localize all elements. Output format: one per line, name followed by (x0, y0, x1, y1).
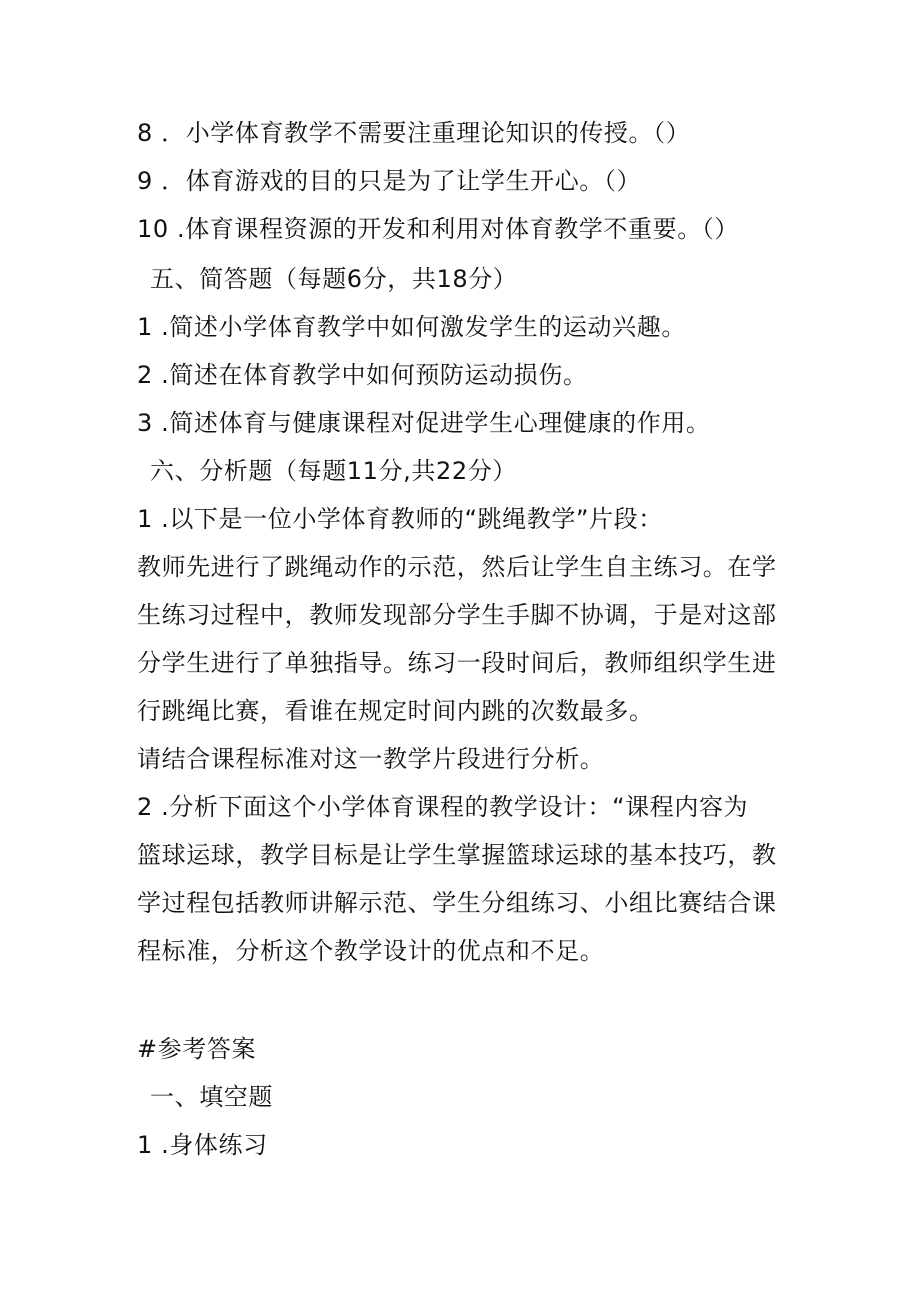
question-8: 8 ．小学体育教学不需要注重理论知识的传授。（） (137, 119, 691, 147)
answer-key-heading: #参考答案 (137, 1035, 257, 1063)
analysis-question-1: 1 .以下是一位小学体育教师的“跳绳教学”片段： (137, 505, 663, 533)
short-answer-2: 2 .简述在体育教学中如何预防运动损伤。 (137, 361, 588, 389)
analysis-paragraph-line: 分学生进行了单独指导。练习一段时间后，教师组织学生进 (137, 649, 777, 677)
analysis-paragraph-line: 生练习过程中，教师发现部分学生手脚不协调，于是对这部 (137, 601, 777, 629)
section-heading-fill-blank: 一、填空题 (150, 1083, 273, 1111)
analysis-paragraph-line: 篮球运球，教学目标是让学生掌握篮球运球的基本技巧，教 (137, 841, 777, 869)
answer-1: 1 .身体练习 (137, 1131, 268, 1159)
short-answer-1: 1 .简述小学体育教学中如何激发学生的运动兴趣。 (137, 313, 686, 341)
analysis-paragraph-line: 行跳绳比赛，看谁在规定时间内跳的次数最多。 (137, 697, 654, 725)
analysis-paragraph-line: 学过程包括教师讲解示范、学生分组练习、小组比赛结合课 (137, 889, 777, 917)
section-heading-analysis: 六、分析题（每题11分,共22分） (150, 457, 517, 485)
analysis-paragraph-line: 程标准，分析这个教学设计的优点和不足。 (137, 937, 605, 965)
section-heading-short-answer: 五、简答题（每题6分，共18分） (150, 265, 518, 293)
analysis-paragraph-line: 教师先进行了跳绳动作的示范，然后让学生自主练习。在学 (137, 553, 777, 581)
question-10: 10 .体育课程资源的开发和利用对体育教学不重要。（） (137, 215, 739, 243)
question-9: 9 ．体育游戏的目的只是为了让学生开心。（） (137, 167, 642, 195)
short-answer-3: 3 .简述体育与健康课程对促进学生心理健康的作用。 (137, 409, 711, 437)
analysis-question-2: 2 .分析下面这个小学体育课程的教学设计：“课程内容为 (137, 793, 749, 821)
analysis-prompt: 请结合课程标准对这一教学片段进行分析。 (137, 745, 605, 773)
